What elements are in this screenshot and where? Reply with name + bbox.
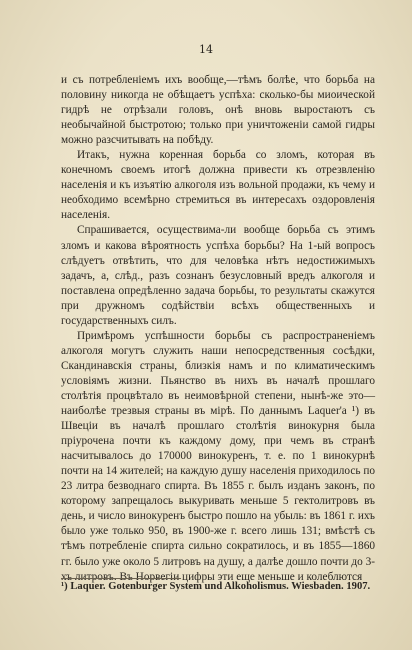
page-number: 14: [199, 43, 213, 56]
footnote-divider: [61, 578, 181, 579]
footnote: ¹) Laquer. Gotenburger System und Alkoholismus. Wiesbaden. 1907.: [61, 581, 371, 592]
paragraph: и съ потребленіемъ ихъ вообще,—тѣмъ болѣе, что борьба на половину никогда не обѣщаетъ успѣха: сколько-бы миоической гидрѣ не отрѣзали головъ, онѣ вновь выростаютъ съ необычайной быстротою; только при уничтоженіи самой гидры можно разсчитывать на побѣду.: [61, 74, 375, 147]
body-text: [61, 73, 375, 585]
paragraph: Примѣромъ успѣшности борьбы съ распространеніемъ алкоголя могутъ служить наши непосредственныя сосѣдки, Скандинавскія страны, близкія намъ и по климатическимъ условіямъ жизни. Пьянство въ нихъ въ началѣ прошлаго столѣтія процвѣтало въ неимовѣрной степени, нынѣ-же это—наиболѣе трезвыя страны въ мірѣ. По даннымъ Laquer'а ¹) въ Швеціи въ началѣ прошлаго столѣтія винокурня была пріурочена почти къ каждому дому, при чемъ въ странѣ насчитывалось до 170000 винокуренъ, т. е. по 1 винокурнѣ почти на 14 жителей; на каждую душу населенія приходилось по 23 литра безводнаго спирта. Въ 1855 г. былъ изданъ законъ, по которому запрещалось выкуривать меньше 5 гектолитровъ въ день, и число винокуренъ быстро пошло на убыль: въ 1861 г. ихъ было уже только 950, въ 1900-же г. всего лишь 131; вмѣстѣ съ тѣмъ потребленіе спирта сильно сократилось, и въ 1855—1860 гг. было уже около 5 литровъ на душу, а далѣе дошло почти до 3-хъ литровъ. Въ Норвегіи цифры эти еще меньше и колеблются: [61, 329, 376, 583]
paragraph: Итакъ, нужна коренная борьба со зломъ, которая въ конечномъ своемъ итогѣ должна привести къ отрезвленію населенія и къ изъятію алкоголя изъ вольной продажи, къ чему и необходимо всемѣрно стремиться въ интересахъ оздоровленія населенія.: [61, 149, 375, 222]
paragraph: Спрашивается, осуществима-ли вообще борьба съ этимъ зломъ и какова вѣроятность успѣха борьбы? На 1-ый вопросъ слѣдуетъ отвѣтить, что для человѣка нѣтъ недостижимыхъ задачъ, а, слѣд., разъ сознанъ безусловный вредъ алкоголя и поставлена опредѣленно задача борьбы, то результаты скажутся при дружномъ содѣйствіи всѣхъ общественныхъ и государственныхъ силъ.: [61, 224, 375, 327]
